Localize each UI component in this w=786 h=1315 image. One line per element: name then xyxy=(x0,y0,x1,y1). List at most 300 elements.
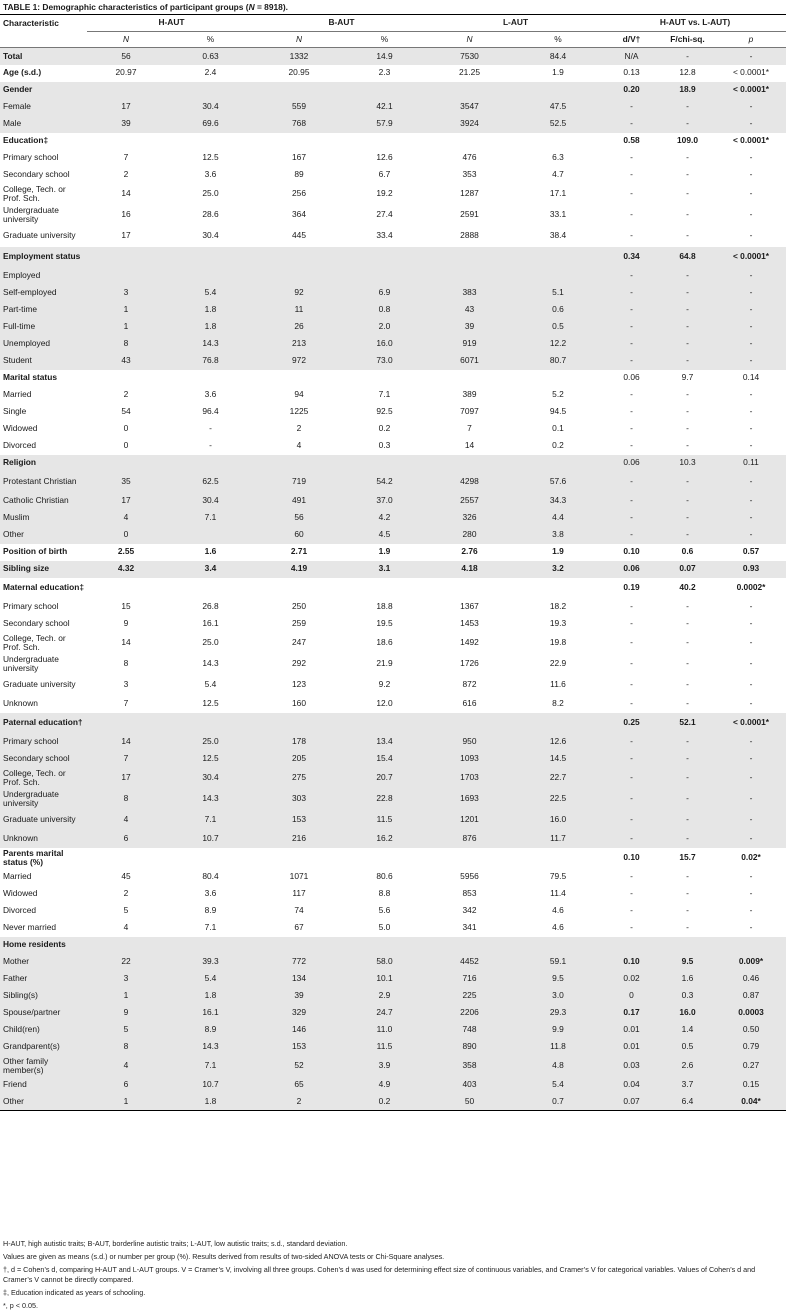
cell-h-aut-n: 4 xyxy=(87,510,165,527)
cell-b-aut-pct: 2.9 xyxy=(342,988,427,1005)
demographics-table xyxy=(0,14,786,1111)
cell-effect-size: - xyxy=(604,302,659,319)
row-label: Full-time xyxy=(0,319,87,336)
row-label: Primary school xyxy=(0,734,87,751)
cell-b-aut-pct: 5.6 xyxy=(378,905,391,916)
cell-p-value: - xyxy=(716,302,786,319)
cell-p-value: - xyxy=(749,618,753,629)
note-significance: *, p < 0.05. xyxy=(3,1301,38,1311)
cell-f-chi-sq: 10.3 xyxy=(659,455,716,472)
cell-l-aut-n: 1367 xyxy=(460,601,479,612)
cell-p-value: 0.79 xyxy=(716,1039,786,1056)
cell-effect-size: - xyxy=(630,406,633,417)
cell-h-aut-n: 45 xyxy=(121,871,131,882)
cell-l-aut-pct xyxy=(512,247,604,268)
cell-b-aut-n: 4.19 xyxy=(256,561,342,578)
cell-l-aut-n: 748 xyxy=(427,1022,512,1039)
cell-p-value: 0.15 xyxy=(716,1077,786,1094)
cell-h-aut-pct: 25.0 xyxy=(165,734,256,751)
cell-h-aut-n: 17 xyxy=(87,768,165,789)
cell-effect-size: - xyxy=(604,810,659,831)
cell-p-value: - xyxy=(716,268,786,285)
cell-effect-size: - xyxy=(604,99,659,116)
cell-h-aut-n: 2 xyxy=(123,888,129,899)
table-row xyxy=(0,493,786,510)
cell-l-aut-n: 716 xyxy=(427,971,512,988)
table-row xyxy=(0,1094,786,1111)
cell-h-aut-pct: 25.0 xyxy=(202,188,219,199)
cell-p-value: - xyxy=(716,99,786,116)
cell-b-aut-n: 256 xyxy=(292,188,306,199)
cell-p-value: - xyxy=(749,152,753,163)
cell-p-value: - xyxy=(749,389,753,400)
cell-b-aut-pct xyxy=(342,370,427,387)
header-f-chi-sq: F/chi-sq. xyxy=(659,32,716,48)
cell-b-aut-n: 94 xyxy=(294,389,304,400)
cell-f-chi-sq: 1.4 xyxy=(659,1022,716,1039)
row-label: Secondary school xyxy=(3,618,70,629)
cell-b-aut-pct: 19.2 xyxy=(376,188,393,199)
cell-h-aut-n: 43 xyxy=(87,353,165,370)
cell-p-value: - xyxy=(749,601,753,612)
cell-l-aut-n: 43 xyxy=(427,302,512,319)
cell-f-chi-sq: - xyxy=(659,831,716,848)
row-label: Other xyxy=(0,527,87,544)
cell-b-aut-pct xyxy=(342,82,427,99)
table-row xyxy=(0,387,786,404)
cell-p-value: - xyxy=(749,888,753,899)
cell-l-aut-n: 2.76 xyxy=(461,546,478,557)
cell-p-value: - xyxy=(749,230,753,241)
cell-h-aut-n: 4.32 xyxy=(87,561,165,578)
cell-p-value: - xyxy=(716,116,786,133)
cell-effect-size: 0.34 xyxy=(604,247,659,268)
row-label: Single xyxy=(3,406,27,417)
table-row xyxy=(0,831,786,848)
cell-h-aut-pct: 14.3 xyxy=(165,789,256,810)
cell-h-aut-n: 14 xyxy=(121,188,131,199)
cell-h-aut-n: 6 xyxy=(87,1077,165,1094)
cell-p-value: - xyxy=(749,871,753,882)
cell-p-value: 0.50 xyxy=(716,1022,786,1039)
cell-l-aut-pct xyxy=(512,82,604,99)
cell-h-aut-n: 3 xyxy=(123,679,129,690)
cell-l-aut-n: 853 xyxy=(462,888,477,899)
cell-h-aut-pct xyxy=(165,247,256,268)
caption-label: TABLE 1: xyxy=(3,2,41,12)
cell-l-aut-pct: 14.5 xyxy=(512,751,604,768)
cell-b-aut-n: 146 xyxy=(256,1022,342,1039)
table-row xyxy=(0,633,786,654)
cell-b-aut-n: 92 xyxy=(256,285,342,302)
cell-b-aut-pct: 3.1 xyxy=(342,561,427,578)
row-label: Protestant Christian xyxy=(0,472,87,493)
cell-h-aut-n: 15 xyxy=(121,601,131,612)
cell-effect-size: 0.01 xyxy=(604,1039,659,1056)
cell-l-aut-n: 1703 xyxy=(427,768,512,789)
cell-h-aut-pct: 3.4 xyxy=(165,561,256,578)
note-effect-size: †, d = Cohen’s d, comparing H-AUT and L-AUT groups. V = Cramer’s V, involving all three groups. Cohen’s d was used for determining effect size of continuous variables, and Cramer’s V for categorical variables. Values of Cohen’s d and Cramer’s V cannot be directly compared. xyxy=(3,1265,756,1284)
header-row-subcolumns xyxy=(0,32,786,48)
row-label: Other xyxy=(0,1094,87,1111)
cell-effect-size: 0.10 xyxy=(623,546,640,557)
cell-b-aut-pct xyxy=(342,455,427,472)
cell-h-aut-pct: 1.6 xyxy=(204,546,217,557)
cell-effect-size: 0.06 xyxy=(623,372,640,383)
cell-p-value: - xyxy=(716,734,786,751)
cell-h-aut-pct: 26.8 xyxy=(202,601,219,612)
cell-l-aut-n: 14 xyxy=(464,440,475,451)
cell-l-aut-pct: 4.4 xyxy=(512,510,604,527)
cell-f-chi-sq: - xyxy=(659,285,716,302)
table-row xyxy=(0,848,786,869)
cell-h-aut-n: 6 xyxy=(87,831,165,848)
table-row xyxy=(0,302,786,319)
cell-b-aut-n: 1071 xyxy=(289,871,309,882)
cell-h-aut-n: 1 xyxy=(87,988,165,1005)
cell-effect-size: 0.58 xyxy=(623,135,640,146)
cell-l-aut-n: 2591 xyxy=(460,209,479,220)
caption-n-symbol: N xyxy=(248,2,255,12)
cell-f-chi-sq: 0.6 xyxy=(681,546,694,557)
cell-f-chi-sq: 52.1 xyxy=(659,713,716,734)
cell-effect-size: - xyxy=(604,751,659,768)
cell-h-aut-n: 5 xyxy=(123,905,129,916)
row-label: Part-time xyxy=(0,302,87,319)
cell-p-value: 0.009* xyxy=(716,954,786,971)
cell-effect-size: 0.06 xyxy=(604,561,659,578)
header-b-aut-pct: % xyxy=(342,32,427,48)
row-label: Age (s.d.) xyxy=(3,67,42,78)
cell-l-aut-pct: 52.5 xyxy=(512,116,604,133)
cell-b-aut-pct: 18.6 xyxy=(376,637,393,648)
cell-f-chi-sq: 18.9 xyxy=(659,82,716,99)
cell-h-aut-n xyxy=(87,937,165,954)
cell-l-aut-pct: 38.4 xyxy=(549,230,567,241)
table-row xyxy=(0,768,786,789)
cell-l-aut-pct xyxy=(512,268,604,285)
cell-b-aut-pct: 7.1 xyxy=(378,389,391,400)
cell-p-value: - xyxy=(716,831,786,848)
cell-b-aut-n xyxy=(256,268,342,285)
table-row xyxy=(0,810,786,831)
cell-effect-size: - xyxy=(604,336,659,353)
cell-b-aut-pct: 22.8 xyxy=(342,789,427,810)
cell-l-aut-n: 890 xyxy=(427,1039,512,1056)
cell-l-aut-pct: 12.2 xyxy=(512,336,604,353)
cell-l-aut-pct: 9.5 xyxy=(512,971,604,988)
cell-h-aut-n xyxy=(87,455,165,472)
cell-h-aut-pct: - xyxy=(209,440,212,451)
cell-l-aut-pct: 11.6 xyxy=(550,679,566,690)
cell-l-aut-pct: 5.1 xyxy=(512,285,604,302)
cell-f-chi-sq: - xyxy=(659,319,716,336)
cell-p-value: - xyxy=(716,319,786,336)
cell-b-aut-n: 153 xyxy=(256,1039,342,1056)
table-row xyxy=(0,472,786,493)
cell-f-chi-sq: 15.7 xyxy=(679,852,696,863)
cell-h-aut-n: 22 xyxy=(87,954,165,971)
row-label: Other family member(s) xyxy=(0,1056,87,1077)
row-label: Self-employed xyxy=(0,285,87,302)
cell-b-aut-n: 972 xyxy=(256,353,342,370)
cell-h-aut-pct xyxy=(165,370,256,387)
cell-effect-size: - xyxy=(604,285,659,302)
cell-l-aut-n: 616 xyxy=(462,698,477,709)
table-row xyxy=(0,48,786,65)
cell-l-aut-pct: 0.1 xyxy=(552,423,564,434)
cell-l-aut-pct xyxy=(512,578,604,599)
cell-p-value: - xyxy=(716,48,786,65)
cell-b-aut-n: 11 xyxy=(256,302,342,319)
cell-p-value: - xyxy=(749,679,753,690)
cell-h-aut-n: 1 xyxy=(87,319,165,336)
cell-l-aut-pct: 18.2 xyxy=(549,601,567,612)
cell-h-aut-n: 2 xyxy=(123,169,129,180)
cell-effect-size: - xyxy=(630,905,633,916)
cell-h-aut-n xyxy=(87,370,165,387)
cell-f-chi-sq: - xyxy=(659,527,716,544)
header-characteristic: Characteristic xyxy=(0,15,87,32)
cell-l-aut-n: 4452 xyxy=(427,954,512,971)
cell-b-aut-pct xyxy=(342,848,427,869)
cell-b-aut-pct: 1.9 xyxy=(378,546,391,557)
cell-b-aut-n: 329 xyxy=(256,1005,342,1022)
cell-f-chi-sq: 12.8 xyxy=(679,67,696,78)
cell-h-aut-n: 4 xyxy=(123,922,129,933)
cell-h-aut-pct: - xyxy=(209,423,212,434)
cell-p-value: 0.0003 xyxy=(716,1005,786,1022)
cell-h-aut-pct xyxy=(165,578,256,599)
cell-l-aut-pct xyxy=(512,713,604,734)
cell-f-chi-sq: 0.3 xyxy=(659,988,716,1005)
cell-h-aut-pct: 7.1 xyxy=(165,510,256,527)
cell-f-chi-sq: - xyxy=(686,389,689,400)
cell-b-aut-n: 167 xyxy=(292,152,306,163)
cell-f-chi-sq: - xyxy=(659,99,716,116)
cell-b-aut-n: 259 xyxy=(292,618,306,629)
cell-f-chi-sq: 2.6 xyxy=(659,1056,716,1077)
cell-l-aut-pct: 1.9 xyxy=(552,67,564,78)
cell-f-chi-sq: - xyxy=(686,440,689,451)
cell-l-aut-pct xyxy=(512,370,604,387)
cell-b-aut-n: 56 xyxy=(256,510,342,527)
cell-l-aut-pct xyxy=(512,455,604,472)
cell-h-aut-pct: 1.8 xyxy=(165,988,256,1005)
table-row xyxy=(0,578,786,599)
cell-l-aut-n: 225 xyxy=(427,988,512,1005)
table-row xyxy=(0,184,786,205)
cell-h-aut-pct: 30.4 xyxy=(165,99,256,116)
section-label: Religion xyxy=(0,455,87,472)
cell-effect-size: 0.13 xyxy=(623,67,640,78)
cell-b-aut-pct: 4.5 xyxy=(342,527,427,544)
cell-h-aut-n: 14 xyxy=(87,734,165,751)
row-label: Graduate university xyxy=(3,230,76,241)
cell-effect-size: - xyxy=(604,789,659,810)
cell-b-aut-n: 250 xyxy=(292,601,306,612)
cell-l-aut-n: 476 xyxy=(462,152,477,163)
table-row xyxy=(0,561,786,578)
cell-l-aut-n xyxy=(427,455,512,472)
table-notes xyxy=(3,1239,783,1315)
cell-l-aut-n: 919 xyxy=(427,336,512,353)
row-label: Sibling size xyxy=(0,561,87,578)
cell-b-aut-n: 1225 xyxy=(289,406,309,417)
cell-l-aut-n xyxy=(427,370,512,387)
cell-h-aut-pct xyxy=(165,937,256,954)
cell-b-aut-pct: 9.2 xyxy=(378,679,391,690)
section-label: Education‡ xyxy=(3,135,49,146)
cell-h-aut-pct: 1.8 xyxy=(165,319,256,336)
cell-l-aut-pct: 4.8 xyxy=(512,1056,604,1077)
cell-b-aut-n: 275 xyxy=(256,768,342,789)
cell-b-aut-n: 303 xyxy=(256,789,342,810)
cell-l-aut-n xyxy=(427,578,512,599)
cell-l-aut-n: 389 xyxy=(462,389,477,400)
cell-effect-size: - xyxy=(630,679,633,690)
row-label: Divorced xyxy=(3,905,37,916)
cell-b-aut-n: 52 xyxy=(256,1056,342,1077)
row-label: Primary school xyxy=(3,152,59,163)
cell-h-aut-n: 14 xyxy=(121,637,131,648)
cell-p-value: < 0.0001* xyxy=(732,67,770,78)
cell-l-aut-pct: 22.9 xyxy=(549,658,567,669)
cell-h-aut-pct: 12.5 xyxy=(202,698,219,709)
cell-l-aut-n xyxy=(427,848,512,869)
cell-l-aut-n: 280 xyxy=(427,527,512,544)
cell-l-aut-pct: 11.4 xyxy=(550,888,566,899)
caption-text-after: = 8918). xyxy=(254,2,288,12)
cell-h-aut-pct: 1.8 xyxy=(165,302,256,319)
cell-l-aut-pct: 33.1 xyxy=(549,209,567,220)
cell-h-aut-n xyxy=(87,848,165,869)
cell-effect-size: - xyxy=(604,319,659,336)
cell-h-aut-pct xyxy=(165,268,256,285)
cell-effect-size: 0.25 xyxy=(604,713,659,734)
cell-effect-size: - xyxy=(604,353,659,370)
cell-f-chi-sq: 0.07 xyxy=(659,561,716,578)
row-label: College, Tech. or Prof. Sch. xyxy=(3,632,66,652)
cell-l-aut-n: 7097 xyxy=(460,406,479,417)
cell-f-chi-sq: 1.6 xyxy=(659,971,716,988)
cell-effect-size: - xyxy=(630,658,633,669)
table-row xyxy=(0,1039,786,1056)
cell-h-aut-n: 0 xyxy=(87,527,165,544)
row-label: Widowed xyxy=(3,423,38,434)
cell-b-aut-n: 247 xyxy=(292,637,306,648)
header-group-b-aut: B-AUT xyxy=(256,15,427,32)
cell-effect-size: 0.02 xyxy=(604,971,659,988)
row-label: College, Tech. or Prof. Sch. xyxy=(3,183,66,203)
cell-b-aut-pct: 14.9 xyxy=(342,48,427,65)
row-label: Catholic Christian xyxy=(0,493,87,510)
cell-l-aut-pct: 0.6 xyxy=(512,302,604,319)
table-row xyxy=(0,654,786,675)
cell-l-aut-n: 21.25 xyxy=(459,67,480,78)
cell-l-aut-n: 876 xyxy=(427,831,512,848)
cell-b-aut-n: 2 xyxy=(256,1094,342,1111)
table-row xyxy=(0,971,786,988)
cell-b-aut-n: 216 xyxy=(256,831,342,848)
cell-h-aut-pct: 14.3 xyxy=(165,1039,256,1056)
cell-p-value: - xyxy=(716,510,786,527)
cell-b-aut-pct: 73.0 xyxy=(342,353,427,370)
cell-l-aut-n: 872 xyxy=(462,679,477,690)
cell-l-aut-n: 342 xyxy=(462,905,477,916)
cell-b-aut-n xyxy=(256,133,342,150)
cell-p-value: < 0.0001* xyxy=(716,713,786,734)
cell-f-chi-sq: - xyxy=(659,336,716,353)
cell-l-aut-pct: 4.7 xyxy=(552,169,564,180)
cell-effect-size: 0.01 xyxy=(604,1022,659,1039)
cell-p-value: - xyxy=(716,336,786,353)
cell-effect-size: - xyxy=(604,768,659,789)
cell-effect-size: 0.19 xyxy=(623,582,640,593)
header-l-aut-n: N xyxy=(427,32,512,48)
cell-b-aut-n xyxy=(256,937,342,954)
cell-h-aut-pct: 39.3 xyxy=(165,954,256,971)
cell-f-chi-sq: - xyxy=(659,751,716,768)
cell-effect-size: - xyxy=(630,637,633,648)
cell-l-aut-pct: 5.2 xyxy=(552,389,564,400)
cell-l-aut-pct: 3.2 xyxy=(512,561,604,578)
cell-f-chi-sq: - xyxy=(659,768,716,789)
cell-b-aut-pct: 10.1 xyxy=(342,971,427,988)
cell-f-chi-sq: 9.5 xyxy=(659,954,716,971)
cell-l-aut-n: 383 xyxy=(427,285,512,302)
cell-b-aut-n: 60 xyxy=(256,527,342,544)
cell-b-aut-n xyxy=(256,455,342,472)
cell-h-aut-n: 20.97 xyxy=(115,67,137,78)
table-row xyxy=(0,599,786,616)
cell-l-aut-n xyxy=(427,713,512,734)
cell-h-aut-n: 3 xyxy=(87,285,165,302)
table-row xyxy=(0,988,786,1005)
cell-effect-size: 0.03 xyxy=(604,1056,659,1077)
cell-f-chi-sq: - xyxy=(659,302,716,319)
table-row xyxy=(0,336,786,353)
cell-f-chi-sq: - xyxy=(686,209,689,220)
row-label: College, Tech. or Prof. Sch. xyxy=(0,768,87,789)
cell-b-aut-pct: 21.9 xyxy=(376,658,393,669)
cell-h-aut-pct: 62.5 xyxy=(165,472,256,493)
cell-l-aut-n: 39 xyxy=(427,319,512,336)
table-row xyxy=(0,116,786,133)
row-label: Married xyxy=(3,871,32,882)
cell-l-aut-n: 2888 xyxy=(460,230,479,241)
cell-f-chi-sq: - xyxy=(686,230,689,241)
table-row xyxy=(0,954,786,971)
cell-p-value: 0.14 xyxy=(742,372,760,383)
table-row xyxy=(0,421,786,438)
cell-l-aut-n xyxy=(427,247,512,268)
cell-b-aut-pct: 19.5 xyxy=(376,618,393,629)
cell-l-aut-n xyxy=(427,82,512,99)
row-label: Female xyxy=(0,99,87,116)
cell-h-aut-pct xyxy=(165,848,256,869)
cell-b-aut-n xyxy=(256,848,342,869)
cell-effect-size: - xyxy=(630,188,633,199)
cell-p-value: < 0.0001* xyxy=(716,82,786,99)
cell-f-chi-sq: - xyxy=(686,871,689,882)
cell-b-aut-n: 2 xyxy=(296,423,302,434)
header-l-aut-pct: % xyxy=(512,32,604,48)
cell-l-aut-n: 4298 xyxy=(427,472,512,493)
header-h-aut-pct: % xyxy=(165,32,256,48)
cell-b-aut-pct: 15.4 xyxy=(342,751,427,768)
cell-l-aut-pct: 59.1 xyxy=(512,954,604,971)
